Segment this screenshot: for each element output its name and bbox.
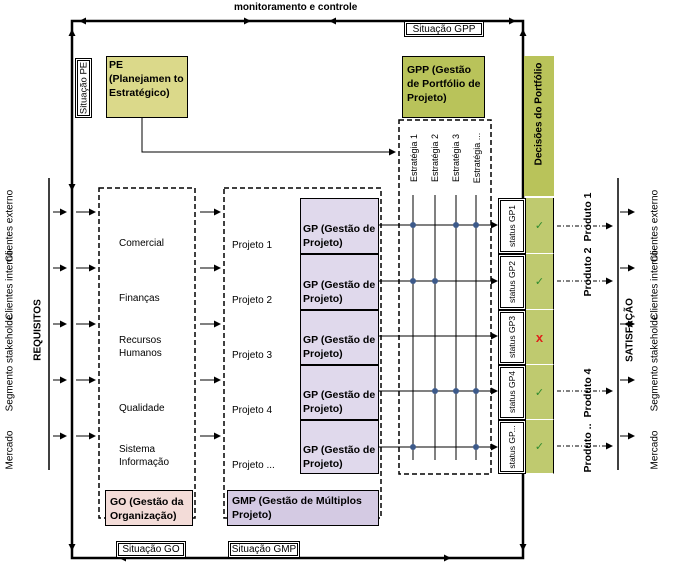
produto-4: Produto 4 <box>582 368 594 418</box>
situacao-go-box: Situação GO <box>116 541 186 558</box>
go-box: GO (Gestão da Organização) <box>105 490 193 526</box>
decisoes-label: Decisões do Portfólio <box>533 62 545 166</box>
gmp-box: GMP (Gestão de Múltiplos Projeto) <box>227 490 379 526</box>
decision-check-icon: ✓ <box>526 365 554 420</box>
gp-box-2: GP (Gestão de Projeto) <box>300 254 379 310</box>
gpp-box: GPP (Gestão de Portfólio de Projeto) <box>402 56 485 118</box>
situacao-gpp-box: Situação GPP <box>404 21 484 37</box>
area-sistema: Sistema Informação <box>119 444 170 468</box>
pe-box: PE (Planejamen to Estratégico) <box>106 56 188 118</box>
status-gp1: status GP1 <box>498 198 526 254</box>
requisito-clientes-interno: Clientes interno <box>4 250 16 320</box>
projeto-3: Projeto 3 <box>232 350 273 361</box>
status-gp4: status GP4 <box>498 365 526 420</box>
estrategia-n: Estratégia ... <box>472 132 482 184</box>
produto-2: Produto 2 <box>582 247 594 297</box>
decisoes-column <box>524 56 554 196</box>
requisito-segmento: Segmento stakeholde <box>4 314 16 412</box>
area-qualidade: Qualidade <box>119 403 165 414</box>
estrategia-2: Estratégia 2 <box>430 133 440 183</box>
satisfacao-clientes-interno: Clientes interno <box>649 250 661 320</box>
projeto-4: Projeto 4 <box>232 405 273 416</box>
gp-box-4: GP (Gestão de Projeto) <box>300 365 379 420</box>
satisfacao-clientes-externo: Clientes externo <box>649 189 661 263</box>
estrategia-3: Estratégia 3 <box>451 133 461 183</box>
decision-check-icon: ✓ <box>526 420 554 474</box>
projeto-1: Projeto 1 <box>232 240 273 251</box>
satisfacao-mercado: Mercado <box>649 430 661 470</box>
requisito-clientes-externo: Clientes externo <box>4 189 16 263</box>
produto-n: Produto .. <box>582 423 594 473</box>
decision-check-icon: ✓ <box>526 254 554 310</box>
requisitos-title: REQUISITOS <box>32 299 44 361</box>
gp-box-1: GP (Gestão de Projeto) <box>300 198 379 254</box>
requisito-mercado: Mercado <box>4 430 16 470</box>
status-gp3: status GP3 <box>498 310 526 365</box>
status-gpn: status GP... <box>498 420 526 474</box>
estrategia-1: Estratégia 1 <box>409 133 419 183</box>
area-rh: Recursos Humanos <box>119 335 162 359</box>
decision-reject-icon: x <box>526 310 554 365</box>
satisfacao-title: SATISFAÇÃO <box>624 298 636 362</box>
gp-box-3: GP (Gestão de Projeto) <box>300 310 379 365</box>
area-comercial: Comercial <box>119 238 165 249</box>
satisfacao-segmento: Segmento stakeholde <box>649 314 661 412</box>
decision-check-icon: ✓ <box>526 198 554 254</box>
produto-1: Produto 1 <box>582 192 594 242</box>
projeto-2: Projeto 2 <box>232 295 273 306</box>
area-financas: Finanças <box>119 293 160 304</box>
monitoring-label: monitoramento e controle <box>234 2 358 13</box>
projeto-n: Projeto ... <box>232 460 275 471</box>
gp-box-5: GP (Gestão de Projeto) <box>300 420 379 474</box>
situacao-pe-label: Situação PE <box>78 61 90 115</box>
situacao-pe-box <box>75 58 92 118</box>
situacao-gmp-box: Situação GMP <box>228 541 300 558</box>
status-gp2: status GP2 <box>498 254 526 310</box>
